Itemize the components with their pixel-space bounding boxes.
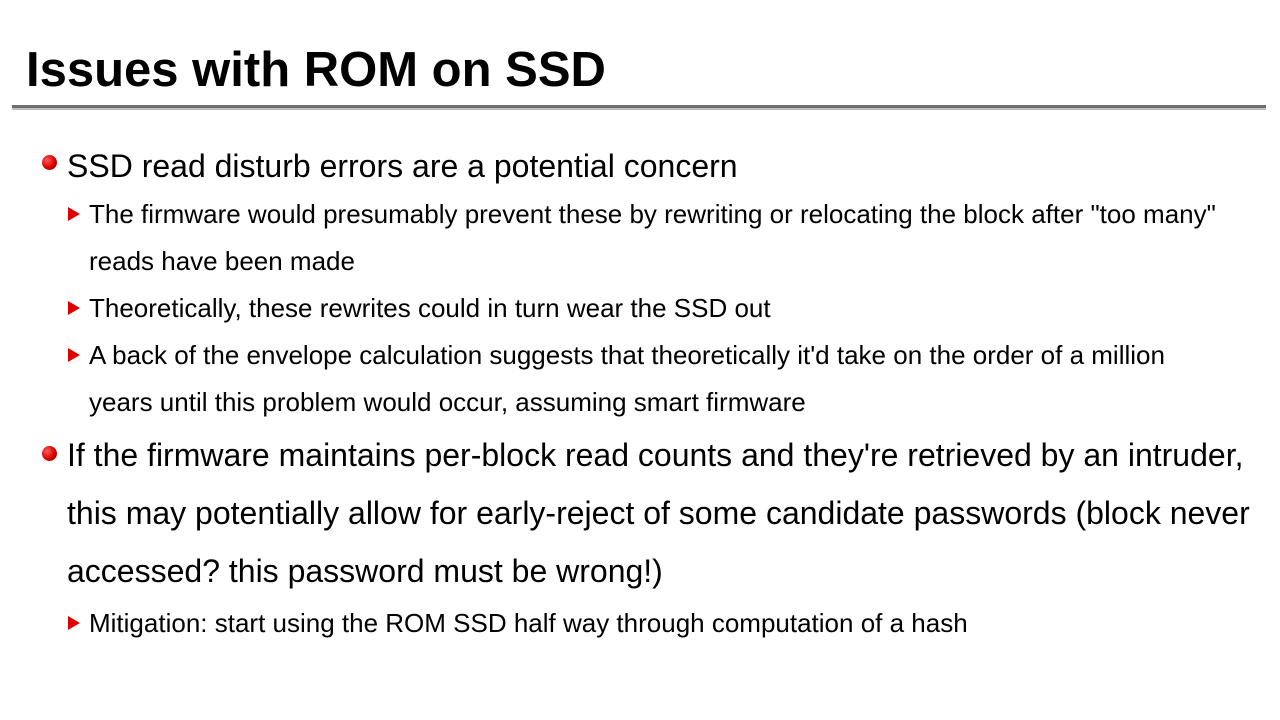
sub-bullet-1-2 <box>89 285 1229 332</box>
sub-bullet-2-1-text: Mitigation: start using the ROM SSD half way through computation of a hash <box>89 608 968 638</box>
bullet-dot-icon <box>42 155 57 170</box>
bullet-1-text: SSD read disturb errors are a potential concern <box>67 148 738 184</box>
sub-bullet-triangle-icon <box>68 207 80 221</box>
bullet-1 <box>67 137 1257 195</box>
sub-bullet-2-1 <box>89 600 1229 647</box>
sub-bullet-1-3-text: A back of the envelope calculation suggests that theoretically it'd take on the order of a million years until this problem would occur, assuming smart firmware <box>89 340 1165 417</box>
bullet-dot-icon <box>42 446 57 461</box>
slide-title: Issues with ROM on SSD <box>26 43 606 97</box>
sub-bullet-triangle-icon <box>68 301 80 315</box>
bullet-2-text: If the firmware maintains per-block read counts and they're retrieved by an intruder, this may potentially allow for early-reject of some candidate passwords (block never accessed? this password must be wrong!) <box>67 437 1250 589</box>
sub-bullet-triangle-icon <box>68 616 80 630</box>
bullet-2 <box>67 426 1257 600</box>
sub-bullet-triangle-icon <box>68 348 80 362</box>
sub-bullet-1-2-text: Theoretically, these rewrites could in turn wear the SSD out <box>89 293 771 323</box>
sub-bullet-1-3 <box>89 332 1229 426</box>
title-divider <box>12 105 1266 110</box>
sub-bullet-1-1 <box>89 191 1229 285</box>
sub-bullet-1-1-text: The firmware would presumably prevent these by rewriting or relocating the block after "too many" reads have been made <box>89 199 1216 276</box>
